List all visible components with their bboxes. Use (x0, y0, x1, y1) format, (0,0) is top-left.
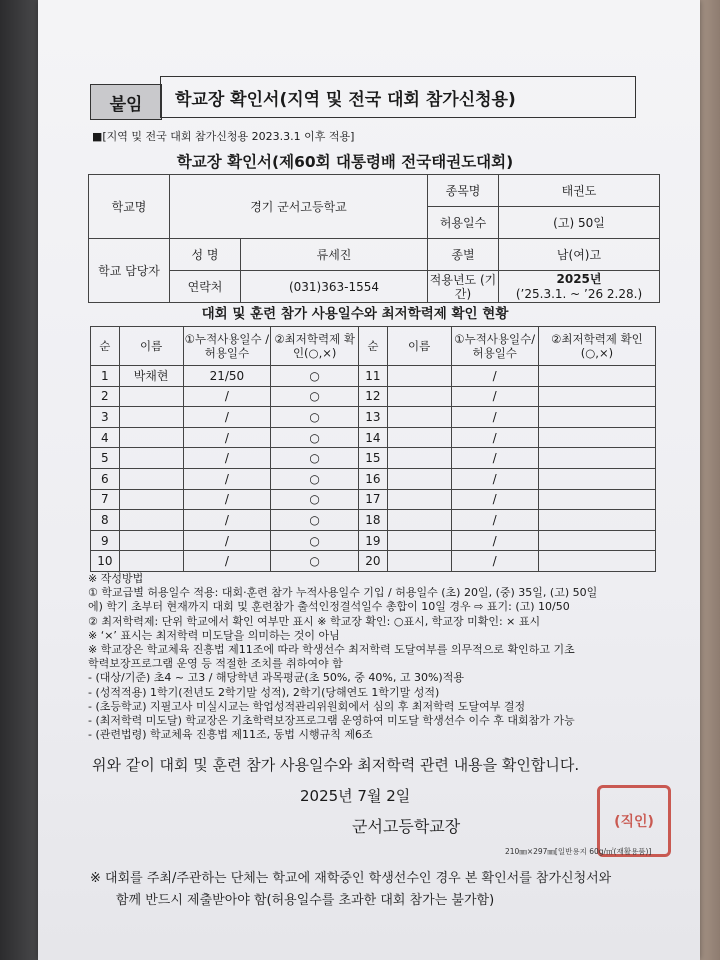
school-value: 경기 군서고등학교 (170, 175, 428, 239)
name-label: 성 명 (170, 239, 241, 271)
table-row (91, 510, 656, 531)
cell-no: 3 (91, 407, 120, 428)
allowed-days-label: 허용일수 (428, 207, 499, 239)
cell-check: ○ (271, 427, 359, 448)
cell-check (538, 407, 655, 428)
cell-name (119, 448, 183, 469)
cell-name (387, 510, 451, 531)
guide-line: - (최저학력 미도달) 학교장은 기초학력보장프로그램 운영하여 미도달 학생선수 이수 후 대회참가 가능 (88, 714, 575, 728)
table-row (91, 407, 656, 428)
guide-line: - (대상/기준) 초4 ~ 고3 / 해당학년 과목평균(초 50%, 중 40%, 고 30%)적용 (88, 671, 464, 685)
guide-line: ※ 학교장은 학교체육 진흥법 제11조에 따라 학생선수 최저학력 도달여부를 의무적으로 확인하고 기초 (88, 643, 575, 657)
table-row (91, 366, 656, 387)
footer-line-2: 함께 반드시 제출받아야 함(허용일수를 초과한 대회 참가는 불가함) (116, 893, 495, 908)
cell-days: / (451, 427, 538, 448)
cell-no: 19 (359, 530, 388, 551)
contact-label: 연락처 (170, 271, 241, 303)
cell-name (119, 386, 183, 407)
cell-days: / (183, 489, 271, 510)
table-row (91, 551, 656, 572)
footer-note (90, 868, 611, 912)
period-value: (’25.3.1. ~ ’26 2.28.) (515, 286, 643, 301)
form-title-text: 학교장 확인서(지역 및 전국 대회 참가신청용) (175, 89, 516, 110)
table-row (91, 386, 656, 407)
participation-table-body (91, 327, 656, 572)
cell-name (119, 510, 183, 531)
cell-check (538, 427, 655, 448)
guide-line: - (성적적용) 1학기(전년도 2학기말 성적), 2학기(당해연도 1학기말 성적) (88, 685, 440, 699)
sport-label: 종목명 (428, 175, 499, 207)
cell-no: 13 (359, 407, 388, 428)
guide-line: ※ 작성방법 (88, 572, 144, 585)
cell-days: / (451, 386, 538, 407)
cell-days: / (451, 366, 538, 387)
guide-line: ※ ‘×’ 표시는 최저학력 미도달을 의미하는 것이 아님 (88, 628, 340, 642)
cell-check: ○ (271, 510, 359, 531)
cell-check (538, 448, 655, 469)
year-cell (499, 271, 660, 303)
cell-days: / (183, 448, 271, 469)
column-header: ①누적사용일수/ 허용일수 (451, 327, 538, 366)
cell-name (119, 489, 183, 510)
cell-check: ○ (271, 489, 359, 510)
seal-text: (직인) (614, 814, 654, 830)
cell-name: 박채현 (119, 366, 183, 387)
cell-days: / (183, 510, 271, 531)
cell-check (538, 366, 655, 387)
section-title: 대회 및 훈련 참가 사용일수와 최저학력제 확인 현황 (201, 306, 509, 322)
year-value: 2025년 (556, 271, 602, 286)
cell-days: / (451, 468, 538, 489)
column-header: ①누적사용일수 /허용일수 (183, 327, 271, 366)
cell-check (538, 468, 655, 489)
guide-line: 학력보장프로그램 운영 등 적절한 조치를 취하여야 함 (88, 657, 343, 671)
info-table (88, 174, 660, 303)
table-row (91, 530, 656, 551)
cell-check (538, 510, 655, 531)
cell-name (387, 427, 451, 448)
cell-name (119, 407, 183, 428)
cell-days: / (183, 427, 271, 448)
writing-guide (88, 572, 597, 742)
cell-no: 20 (359, 551, 388, 572)
contact-value: (031)363-1554 (241, 271, 428, 303)
column-header: ②최저학력제 확인(○,×) (271, 327, 359, 366)
cell-name (387, 530, 451, 551)
column-header: 순 (359, 327, 388, 366)
cell-check (538, 386, 655, 407)
cell-days: / (451, 407, 538, 428)
cell-no: 6 (91, 468, 120, 489)
cell-days: / (183, 551, 271, 572)
participation-table (90, 326, 656, 572)
column-header: ②최저학력제 확인(○,×) (538, 327, 655, 366)
table-row (91, 448, 656, 469)
confirmation-statement: 위와 같이 대회 및 훈련 참가 사용일수와 최저학력 관련 내용을 확인합니다. (92, 756, 580, 774)
cell-check: ○ (271, 366, 359, 387)
cell-check: ○ (271, 530, 359, 551)
cell-days: / (183, 468, 271, 489)
cell-no: 12 (359, 386, 388, 407)
cell-name (387, 407, 451, 428)
cell-no: 4 (91, 427, 120, 448)
year-label: 적용년도 (기간) (428, 271, 499, 303)
gender-label: 종별 (428, 239, 499, 271)
cell-no: 17 (359, 489, 388, 510)
principal-name: 군서고등학교장 (352, 817, 461, 836)
cell-no: 11 (359, 366, 388, 387)
cell-days: / (183, 530, 271, 551)
notice-line: ■[지역 및 전국 대회 참가신청용 2023.3.1 이후 적용] (92, 130, 355, 143)
cell-no: 9 (91, 530, 120, 551)
cell-name (387, 551, 451, 572)
cell-check: ○ (271, 448, 359, 469)
cell-name (387, 448, 451, 469)
cell-check: ○ (271, 551, 359, 572)
cell-days: / (451, 510, 538, 531)
table-row (91, 489, 656, 510)
cell-days: / (451, 551, 538, 572)
cell-check (538, 530, 655, 551)
school-label: 학교명 (89, 175, 170, 239)
cell-name (387, 468, 451, 489)
cell-check: ○ (271, 407, 359, 428)
guide-line: ② 최저학력제: 단위 학교에서 확인 여부만 표시 ※ 학교장 확인: ○표시, 학교장 미확인: × 표시 (88, 614, 541, 628)
cell-name (387, 366, 451, 387)
cell-no: 2 (91, 386, 120, 407)
cell-check (538, 551, 655, 572)
name-value: 류세진 (241, 239, 428, 271)
cell-days: / (451, 448, 538, 469)
cell-no: 1 (91, 366, 120, 387)
cell-name (119, 468, 183, 489)
cell-no: 7 (91, 489, 120, 510)
cell-days: / (183, 407, 271, 428)
cell-no: 18 (359, 510, 388, 531)
cell-no: 5 (91, 448, 120, 469)
confirmation-date: 2025년 7월 2일 (300, 787, 411, 805)
cell-name (387, 489, 451, 510)
cell-days: / (451, 489, 538, 510)
table-row (91, 468, 656, 489)
cell-name (119, 551, 183, 572)
gender-value: 남(여)고 (499, 239, 660, 271)
column-header: 순 (91, 327, 120, 366)
cell-no: 14 (359, 427, 388, 448)
column-header: 이름 (387, 327, 451, 366)
cell-name (119, 427, 183, 448)
table-header-row (91, 327, 656, 366)
guide-line: ① 학교급별 허용일수 적용: 대회·훈련 참가 누적사용일수 기입 / 허용일수 (초) 20일, (중) 35일, (고) 50일 (88, 586, 598, 600)
cell-name (119, 530, 183, 551)
cell-name (387, 386, 451, 407)
cell-no: 8 (91, 510, 120, 531)
allowed-days-value: (고) 50일 (499, 207, 660, 239)
background-left (0, 0, 40, 960)
guide-line: - (관련법령) 학교체육 진흥법 제11조, 동법 시행규칙 제6조 (88, 728, 373, 742)
attachment-tag-text: 붙임 (109, 94, 143, 115)
document-title: 학교장 확인서(제60회 대통령배 전국태권도대회) (176, 153, 514, 171)
paper-size-note: 210㎜×297㎜[일반용지 60g/㎡(재활용품)] (505, 847, 652, 856)
cell-days: / (451, 530, 538, 551)
table-row (91, 427, 656, 448)
cell-no: 15 (359, 448, 388, 469)
footer-line-1: ※ 대회를 주최/주관하는 단체는 학교에 재학중인 학생선수인 경우 본 확인서를 참가신청서와 (90, 871, 612, 886)
cell-check: ○ (271, 468, 359, 489)
manager-label: 학교 담당자 (89, 239, 170, 303)
column-header: 이름 (119, 327, 183, 366)
cell-days: 21/50 (183, 366, 271, 387)
cell-no: 10 (91, 551, 120, 572)
form-title-box (160, 76, 636, 118)
guide-line: - (초등학교) 지필고사 미실시교는 학업성적관리위원회에서 심의 후 최저학력 도달여부 결정 (88, 699, 526, 713)
cell-check: ○ (271, 386, 359, 407)
cell-no: 16 (359, 468, 388, 489)
cell-days: / (183, 386, 271, 407)
attachment-tag-box (90, 84, 162, 120)
sport-value: 태권도 (499, 175, 660, 207)
cell-check (538, 489, 655, 510)
guide-line: 에) 학기 초부터 현재까지 대회 및 훈련참가 출석인정결석일수 총합이 10일 경우 ⇨ 표기: (고) 10/50 (88, 600, 570, 614)
